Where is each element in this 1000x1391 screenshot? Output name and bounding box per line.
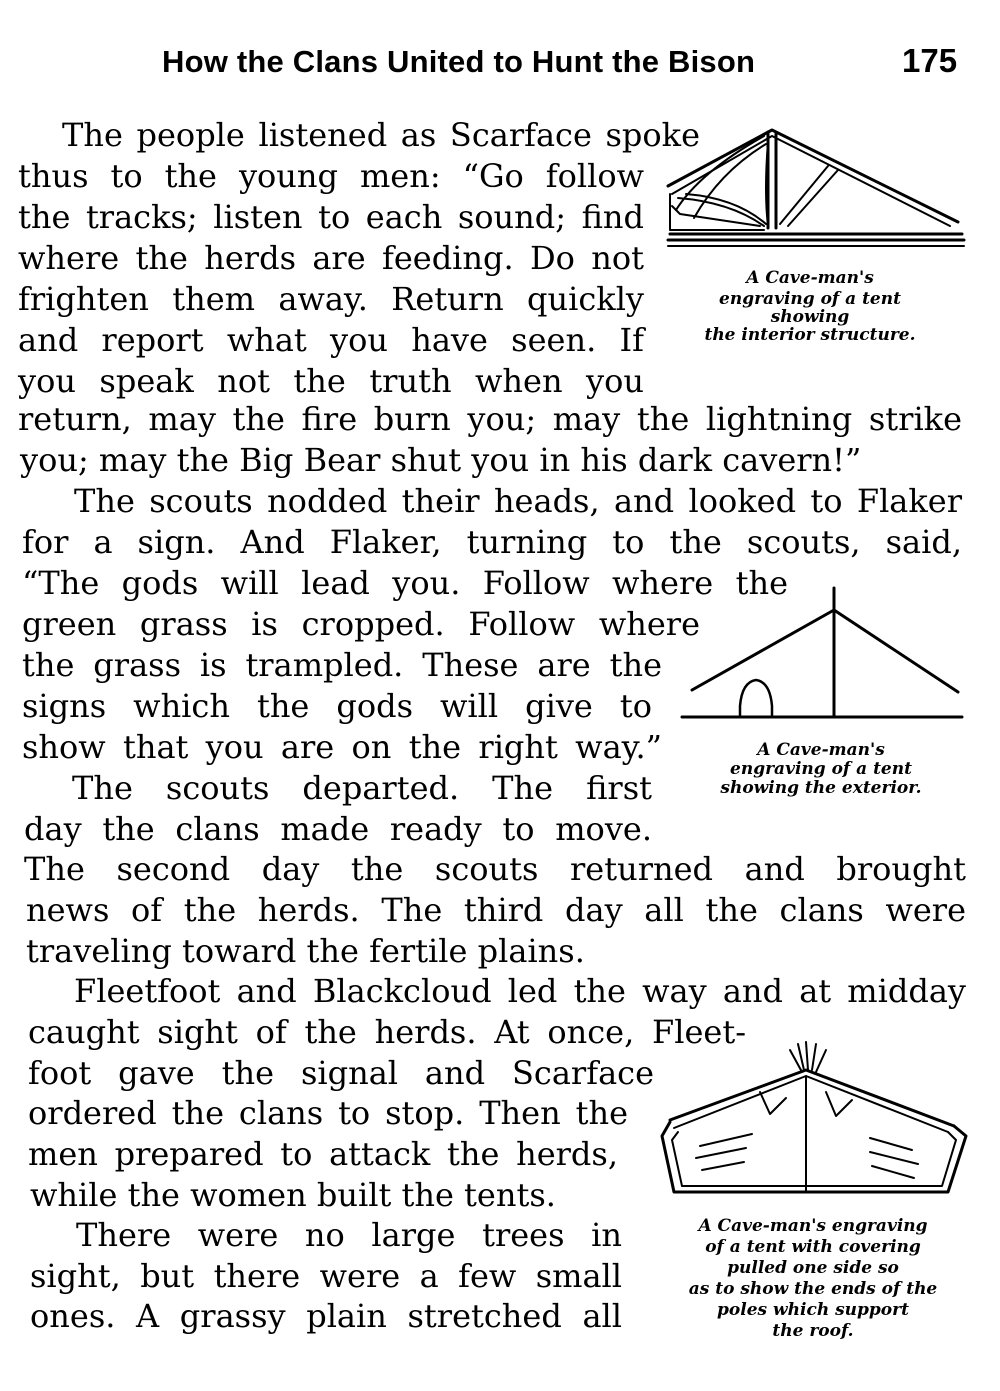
text-line: The scouts nodded their heads, and looked to Flaker: [74, 482, 962, 520]
caption-line: A Cave-man's: [746, 268, 874, 288]
text-line: show that you are on the right way.”: [22, 728, 662, 766]
figure-caption: [660, 268, 960, 346]
text-line: while the women built the tents.: [30, 1176, 556, 1214]
figure-caption: [660, 1216, 966, 1342]
text-line: men prepared to attack the herds,: [28, 1135, 618, 1173]
text-line: day the clans made ready to move.: [24, 810, 652, 848]
text-line: thus to the young men: “Go follow: [18, 157, 644, 195]
page-header: [0, 40, 1000, 90]
text-line: Fleetfoot and Blackcloud led the way and at midday: [74, 972, 966, 1010]
caption-line: poles which support: [717, 1300, 909, 1320]
text-line: news of the herds. The third day all the clans were: [26, 891, 966, 929]
text-line: green grass is cropped. Follow where: [22, 605, 700, 643]
caption-line: the roof.: [772, 1321, 854, 1341]
tent-covering-engraving: [656, 1040, 972, 1206]
text-line: the tracks; listen to each sound; find: [18, 198, 644, 236]
text-line: where the herds are feeding. Do not: [18, 239, 644, 277]
text-line: sight, but there were a few small: [30, 1257, 622, 1295]
text-line: return, may the fire burn you; may the lightning strike: [18, 400, 962, 438]
caption-line: pulled one side so: [727, 1258, 899, 1278]
tent-exterior-engraving: [672, 582, 972, 728]
text-line: “The gods will lead you. Follow where the: [22, 564, 788, 602]
caption-line: A Cave-man's: [757, 740, 885, 760]
text-line: The people listened as Scarface spoke: [62, 116, 700, 154]
caption-line: the interior structure.: [704, 325, 916, 345]
running-title: How the Clans United to Hunt the Bison: [162, 44, 756, 79]
caption-line: showing: [770, 307, 850, 327]
text-line: you speak not the truth when you: [18, 362, 644, 400]
text-line: you; may the Big Bear shut you in his dark cavern!”: [20, 441, 862, 479]
text-line: and report what you have seen. If: [18, 321, 644, 359]
caption-line: of a tent with covering: [705, 1237, 921, 1257]
caption-line: engraving of a tent: [719, 289, 901, 309]
caption-line: A Cave-man's engraving: [698, 1216, 928, 1236]
text-line: frighten them away. Return quickly: [18, 280, 644, 318]
text-line: the grass is trampled. These are the: [22, 646, 662, 684]
text-line: traveling toward the fertile plains.: [26, 932, 585, 970]
text-line: ordered the clans to stop. Then the: [28, 1094, 628, 1132]
text-line: caught sight of the herds. At once, Fleet-: [28, 1013, 746, 1051]
text-line: The scouts departed. The first: [72, 769, 652, 807]
text-line: ones. A grassy plain stretched all: [30, 1297, 622, 1335]
text-line: The second day the scouts returned and brought: [24, 850, 966, 888]
text-line: for a sign. And Flaker, turning to the scouts, said,: [22, 523, 962, 561]
caption-line: engraving of a tent: [730, 759, 912, 779]
tent-interior-engraving: [660, 122, 970, 254]
text-line: signs which the gods will give to: [22, 687, 652, 725]
text-line: There were no large trees in: [76, 1216, 622, 1254]
text-line: foot gave the signal and Scarface: [28, 1054, 654, 1092]
caption-line: showing the exterior.: [720, 778, 922, 798]
caption-line: as to show the ends of the: [688, 1279, 938, 1299]
figure-caption: [676, 740, 966, 799]
page-number: 175: [902, 42, 958, 79]
